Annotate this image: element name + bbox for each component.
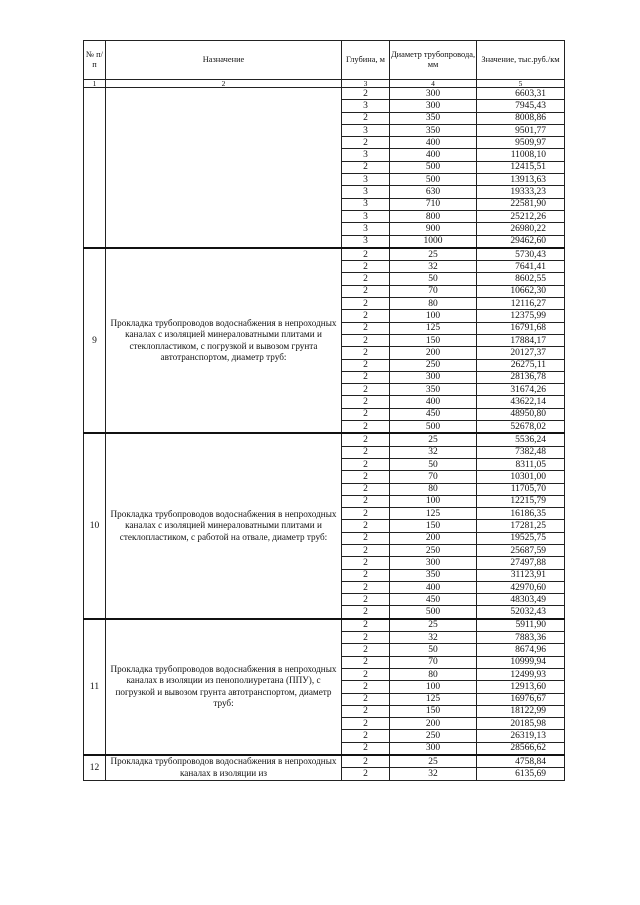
value-cell: 12415,51 xyxy=(477,161,565,173)
depth-cell: 2 xyxy=(342,495,390,507)
depth-cell: 2 xyxy=(342,681,390,693)
diameter-cell: 80 xyxy=(390,298,477,310)
depth-cell: 2 xyxy=(342,471,390,483)
diameter-cell: 200 xyxy=(390,532,477,544)
depth-cell: 2 xyxy=(342,359,390,371)
value-cell: 5536,24 xyxy=(477,433,565,446)
diameter-cell: 250 xyxy=(390,730,477,742)
diameter-cell: 100 xyxy=(390,310,477,322)
item-description: Прокладка трубопроводов водоснабжения в непроходных каналах в изоляции из пенополиуретана (ППУ), с погрузкой и вывозом грунта автотранспортом, диаметр труб: xyxy=(106,619,342,755)
depth-cell: 2 xyxy=(342,310,390,322)
value-cell: 18122,99 xyxy=(477,705,565,717)
diameter-cell: 250 xyxy=(390,359,477,371)
depth-cell: 2 xyxy=(342,656,390,668)
diameter-cell: 800 xyxy=(390,210,477,222)
value-cell: 8674,96 xyxy=(477,644,565,656)
depth-cell: 2 xyxy=(342,619,390,632)
value-cell: 8008,86 xyxy=(477,112,565,124)
diameter-cell: 125 xyxy=(390,693,477,705)
diameter-cell: 350 xyxy=(390,124,477,136)
value-cell: 4758,84 xyxy=(477,755,565,768)
depth-cell: 2 xyxy=(342,322,390,334)
depth-cell: 2 xyxy=(342,371,390,383)
depth-cell: 2 xyxy=(342,137,390,149)
header-diameter: Диаметр трубопровода, мм xyxy=(390,41,477,80)
value-cell: 19525,75 xyxy=(477,532,565,544)
value-cell: 52032,43 xyxy=(477,606,565,619)
diameter-cell: 125 xyxy=(390,508,477,520)
value-cell: 11008,10 xyxy=(477,149,565,161)
depth-cell: 2 xyxy=(342,88,390,100)
column-number: 3 xyxy=(342,80,390,88)
diameter-cell: 32 xyxy=(390,768,477,780)
value-cell: 9501,77 xyxy=(477,124,565,136)
value-cell: 48950,80 xyxy=(477,408,565,420)
header-name: Назначение xyxy=(106,41,342,80)
value-cell: 43622,14 xyxy=(477,396,565,408)
header-depth: Глубина, м xyxy=(342,41,390,80)
diameter-cell: 450 xyxy=(390,594,477,606)
depth-cell: 2 xyxy=(342,532,390,544)
value-cell: 20185,98 xyxy=(477,718,565,730)
value-cell: 5911,90 xyxy=(477,619,565,632)
diameter-cell: 80 xyxy=(390,668,477,680)
depth-cell: 2 xyxy=(342,408,390,420)
value-cell: 20127,37 xyxy=(477,347,565,359)
depth-cell: 2 xyxy=(342,285,390,297)
diameter-cell: 200 xyxy=(390,347,477,359)
depth-cell: 2 xyxy=(342,396,390,408)
depth-cell: 2 xyxy=(342,347,390,359)
table-row xyxy=(84,619,565,632)
value-cell: 25687,59 xyxy=(477,544,565,556)
depth-cell: 2 xyxy=(342,384,390,396)
depth-cell: 3 xyxy=(342,198,390,210)
value-cell: 16791,68 xyxy=(477,322,565,334)
diameter-cell: 50 xyxy=(390,644,477,656)
diameter-cell: 25 xyxy=(390,619,477,632)
diameter-cell: 400 xyxy=(390,581,477,593)
diameter-cell: 300 xyxy=(390,371,477,383)
depth-cell: 2 xyxy=(342,446,390,458)
value-cell: 12913,60 xyxy=(477,681,565,693)
value-cell: 12116,27 xyxy=(477,298,565,310)
value-cell: 9509,97 xyxy=(477,137,565,149)
diameter-cell: 1000 xyxy=(390,235,477,248)
diameter-cell: 250 xyxy=(390,544,477,556)
value-cell: 7883,36 xyxy=(477,632,565,644)
depth-cell: 2 xyxy=(342,508,390,520)
diameter-cell: 710 xyxy=(390,198,477,210)
diameter-cell: 350 xyxy=(390,112,477,124)
diameter-cell: 150 xyxy=(390,705,477,717)
column-number: 2 xyxy=(106,80,342,88)
value-cell: 27497,88 xyxy=(477,557,565,569)
depth-cell: 2 xyxy=(342,644,390,656)
diameter-cell: 500 xyxy=(390,421,477,434)
depth-cell: 2 xyxy=(342,718,390,730)
diameter-cell: 900 xyxy=(390,223,477,235)
depth-cell: 3 xyxy=(342,100,390,112)
item-number: 9 xyxy=(84,248,106,433)
table-row xyxy=(84,433,565,446)
value-cell: 8311,05 xyxy=(477,458,565,470)
column-numbers-row xyxy=(84,80,565,88)
diameter-cell: 300 xyxy=(390,557,477,569)
diameter-cell: 25 xyxy=(390,248,477,261)
value-cell: 8602,55 xyxy=(477,273,565,285)
value-cell: 22581,90 xyxy=(477,198,565,210)
depth-cell: 2 xyxy=(342,668,390,680)
item-description: Прокладка трубопроводов водоснабжения в непроходных каналах с изоляцией минераловатными плитами и стеклопластиком, с работой на отвале, диаметр труб: xyxy=(106,433,342,618)
value-cell: 42970,60 xyxy=(477,581,565,593)
column-number: 4 xyxy=(390,80,477,88)
depth-cell: 2 xyxy=(342,693,390,705)
depth-cell: 2 xyxy=(342,458,390,470)
item-description: Прокладка трубопроводов водоснабжения в непроходных каналах с изоляцией минераловатными плитами и стеклопластиком, с погрузкой и вывозом грунта автотранспортом, диаметр труб: xyxy=(106,248,342,433)
value-cell: 29462,60 xyxy=(477,235,565,248)
depth-cell: 2 xyxy=(342,581,390,593)
value-cell: 26275,11 xyxy=(477,359,565,371)
value-cell: 10662,30 xyxy=(477,285,565,297)
diameter-cell: 25 xyxy=(390,755,477,768)
depth-cell: 3 xyxy=(342,149,390,161)
diameter-cell: 32 xyxy=(390,632,477,644)
depth-cell: 2 xyxy=(342,483,390,495)
depth-cell: 2 xyxy=(342,742,390,755)
depth-cell: 3 xyxy=(342,124,390,136)
depth-cell: 2 xyxy=(342,755,390,768)
value-cell: 7641,41 xyxy=(477,261,565,273)
depth-cell: 2 xyxy=(342,273,390,285)
diameter-cell: 70 xyxy=(390,656,477,668)
value-cell: 17281,25 xyxy=(477,520,565,532)
value-cell: 28136,78 xyxy=(477,371,565,383)
value-cell: 25212,26 xyxy=(477,210,565,222)
diameter-cell: 100 xyxy=(390,495,477,507)
depth-cell: 2 xyxy=(342,632,390,644)
diameter-cell: 32 xyxy=(390,446,477,458)
diameter-cell: 450 xyxy=(390,408,477,420)
diameter-cell: 70 xyxy=(390,285,477,297)
table-header-row xyxy=(84,41,565,80)
value-cell: 13913,63 xyxy=(477,174,565,186)
diameter-cell: 400 xyxy=(390,396,477,408)
value-cell: 26319,13 xyxy=(477,730,565,742)
depth-cell: 2 xyxy=(342,705,390,717)
price-table xyxy=(83,40,565,781)
value-cell: 6603,31 xyxy=(477,88,565,100)
column-number: 5 xyxy=(477,80,565,88)
value-cell: 52678,02 xyxy=(477,421,565,434)
depth-cell: 2 xyxy=(342,112,390,124)
depth-cell: 2 xyxy=(342,730,390,742)
diameter-cell: 500 xyxy=(390,606,477,619)
item-description: Прокладка трубопроводов водоснабжения в непроходных каналах в изоляции из xyxy=(106,755,342,780)
depth-cell: 2 xyxy=(342,261,390,273)
diameter-cell: 300 xyxy=(390,742,477,755)
table-body xyxy=(84,88,565,781)
depth-cell: 2 xyxy=(342,161,390,173)
diameter-cell: 200 xyxy=(390,718,477,730)
diameter-cell: 300 xyxy=(390,88,477,100)
depth-cell: 3 xyxy=(342,186,390,198)
diameter-cell: 125 xyxy=(390,322,477,334)
column-number: 1 xyxy=(84,80,106,88)
value-cell: 12375,99 xyxy=(477,310,565,322)
depth-cell: 3 xyxy=(342,174,390,186)
item-number: 10 xyxy=(84,433,106,618)
depth-cell: 2 xyxy=(342,520,390,532)
diameter-cell: 80 xyxy=(390,483,477,495)
depth-cell: 2 xyxy=(342,768,390,780)
item-number: 12 xyxy=(84,755,106,780)
depth-cell: 3 xyxy=(342,223,390,235)
diameter-cell: 25 xyxy=(390,433,477,446)
value-cell: 28566,62 xyxy=(477,742,565,755)
diameter-cell: 50 xyxy=(390,273,477,285)
diameter-cell: 150 xyxy=(390,520,477,532)
diameter-cell: 70 xyxy=(390,471,477,483)
value-cell: 31674,26 xyxy=(477,384,565,396)
diameter-cell: 630 xyxy=(390,186,477,198)
table-row xyxy=(84,248,565,261)
item-number xyxy=(84,88,106,248)
value-cell: 10999,94 xyxy=(477,656,565,668)
item-number: 11 xyxy=(84,619,106,755)
value-cell: 11705,70 xyxy=(477,483,565,495)
diameter-cell: 32 xyxy=(390,261,477,273)
value-cell: 26980,22 xyxy=(477,223,565,235)
depth-cell: 2 xyxy=(342,433,390,446)
diameter-cell: 350 xyxy=(390,384,477,396)
diameter-cell: 400 xyxy=(390,137,477,149)
depth-cell: 2 xyxy=(342,248,390,261)
depth-cell: 2 xyxy=(342,569,390,581)
diameter-cell: 400 xyxy=(390,149,477,161)
table-row xyxy=(84,755,565,768)
depth-cell: 2 xyxy=(342,298,390,310)
value-cell: 19333,23 xyxy=(477,186,565,198)
header-no: № п/п xyxy=(84,41,106,80)
depth-cell: 3 xyxy=(342,235,390,248)
value-cell: 16976,67 xyxy=(477,693,565,705)
document-page xyxy=(83,40,564,781)
diameter-cell: 300 xyxy=(390,100,477,112)
value-cell: 10301,00 xyxy=(477,471,565,483)
depth-cell: 2 xyxy=(342,594,390,606)
depth-cell: 2 xyxy=(342,544,390,556)
depth-cell: 2 xyxy=(342,557,390,569)
value-cell: 5730,43 xyxy=(477,248,565,261)
value-cell: 12215,79 xyxy=(477,495,565,507)
diameter-cell: 50 xyxy=(390,458,477,470)
value-cell: 17884,17 xyxy=(477,334,565,346)
depth-cell: 3 xyxy=(342,210,390,222)
depth-cell: 2 xyxy=(342,421,390,434)
value-cell: 7382,48 xyxy=(477,446,565,458)
item-description xyxy=(106,88,342,248)
diameter-cell: 150 xyxy=(390,334,477,346)
value-cell: 7945,43 xyxy=(477,100,565,112)
value-cell: 31123,91 xyxy=(477,569,565,581)
diameter-cell: 500 xyxy=(390,174,477,186)
diameter-cell: 100 xyxy=(390,681,477,693)
header-value: Значение, тыс.руб./км xyxy=(477,41,565,80)
value-cell: 48303,49 xyxy=(477,594,565,606)
value-cell: 12499,93 xyxy=(477,668,565,680)
value-cell: 6135,69 xyxy=(477,768,565,780)
depth-cell: 2 xyxy=(342,606,390,619)
depth-cell: 2 xyxy=(342,334,390,346)
table-row xyxy=(84,88,565,100)
value-cell: 16186,35 xyxy=(477,508,565,520)
diameter-cell: 350 xyxy=(390,569,477,581)
diameter-cell: 500 xyxy=(390,161,477,173)
